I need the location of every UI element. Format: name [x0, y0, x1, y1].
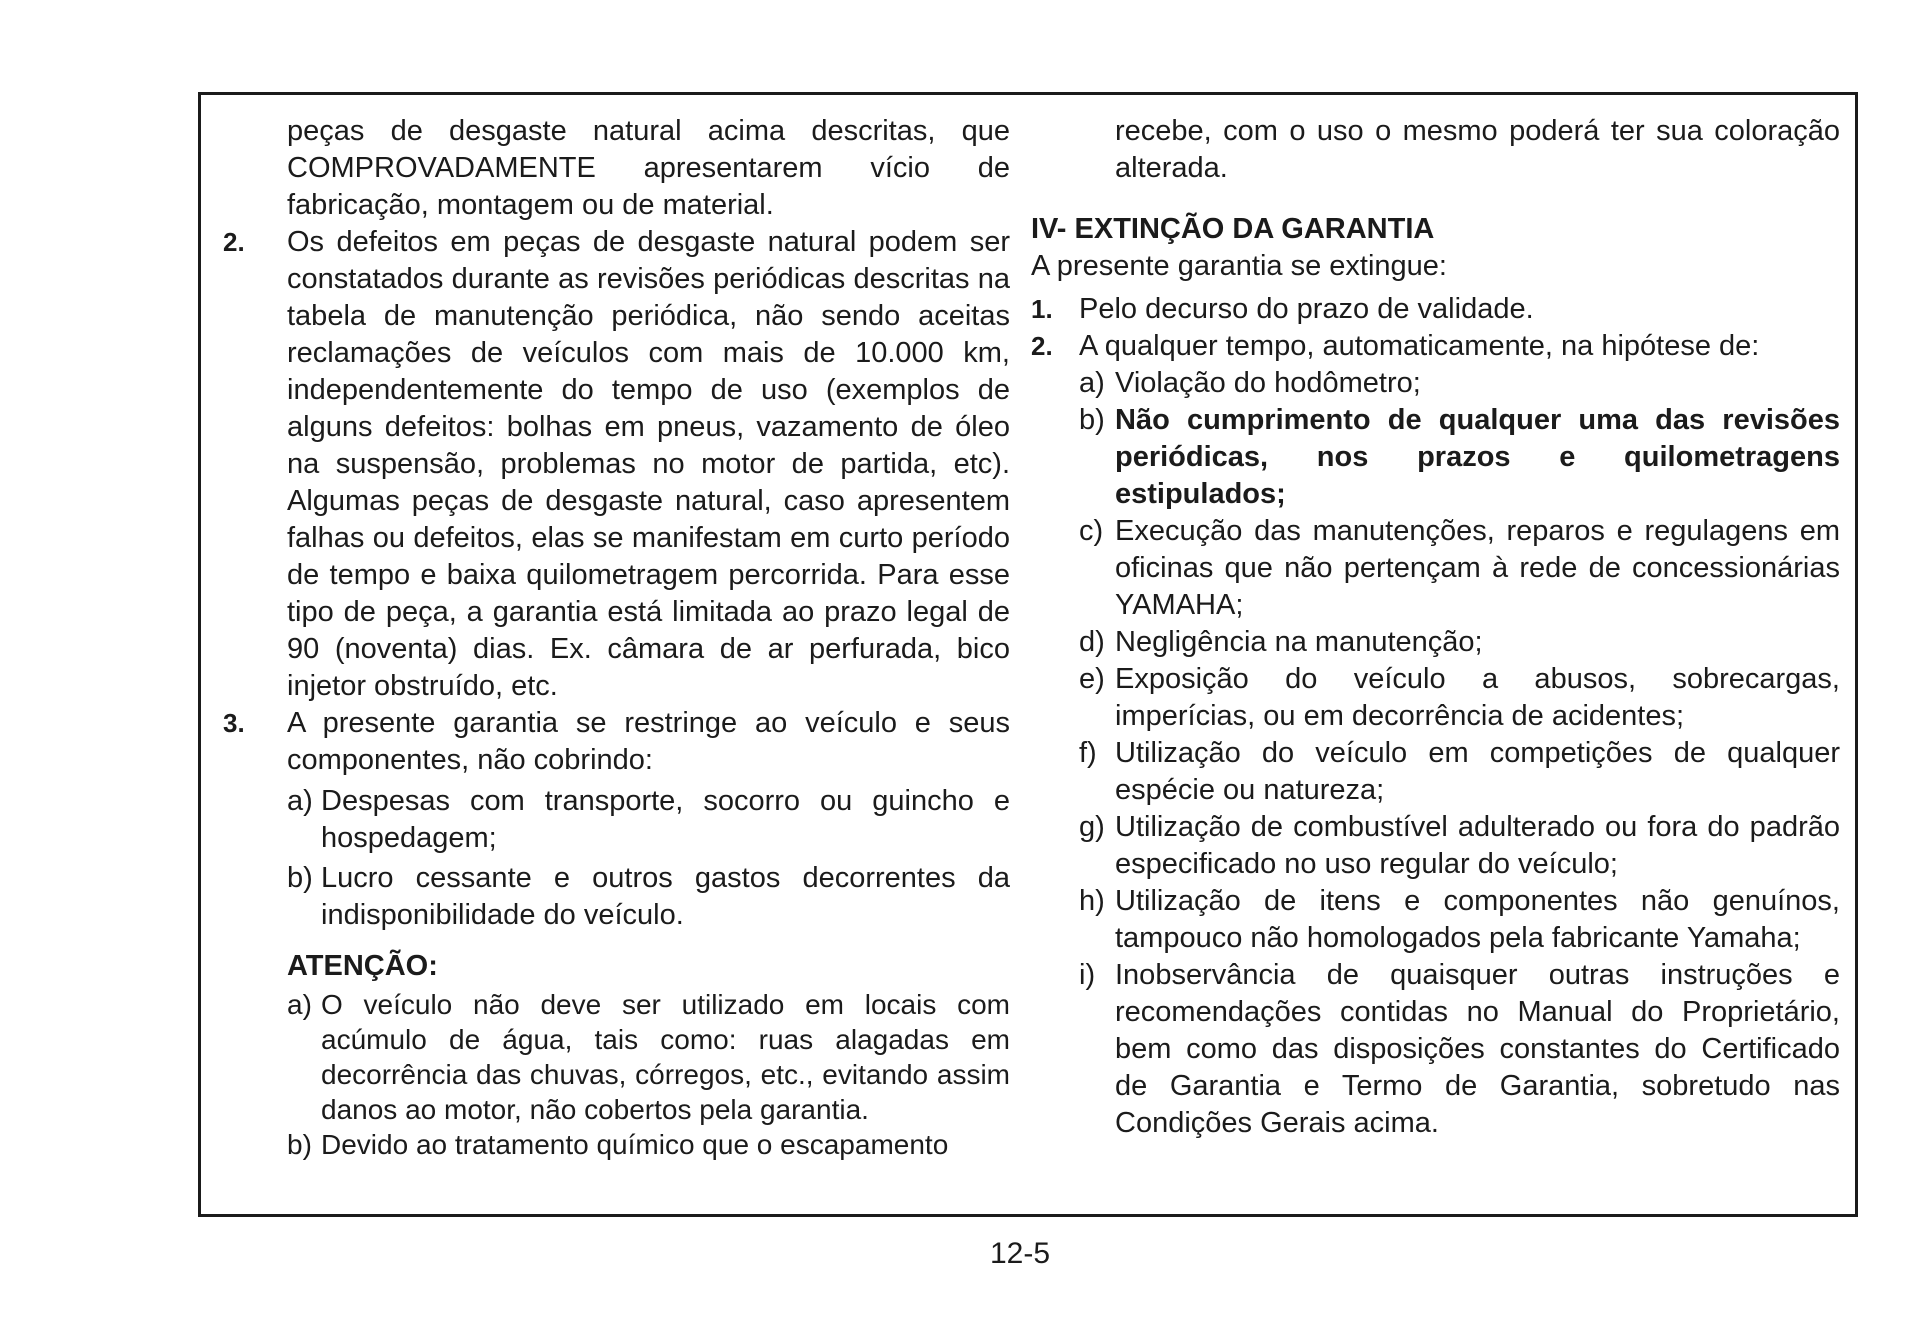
- item-letter: a): [287, 785, 313, 817]
- right-column: [1031, 113, 1840, 1142]
- item-letter: b): [287, 1129, 312, 1160]
- attention-item: [223, 987, 1010, 1127]
- item-text: Exposição do veículo a abusos, sobrecargas, imperícias, ou em decorrência de acidentes;: [1115, 663, 1840, 732]
- item-text: Negligência na manutenção;: [1115, 626, 1483, 658]
- item-number: 3.: [223, 708, 245, 738]
- left-column: [223, 113, 1010, 1162]
- item-letter: f): [1079, 737, 1097, 769]
- item-text: Os defeitos em peças de desgaste natural podem ser constatados durante as revisões periódicas descritas na tabela de manutenção periódica, não sendo aceitas reclamações de veículos com mais de 10.000 km, independentemente do tempo de uso (exemplos de alguns defeitos: bolhas em pneus, vazamento de óleo na suspensão, problemas no motor de partida, etc). Algumas peças de desgaste natural, caso apresentem falhas ou defeitos, elas se manifestam em curto período de tempo e baixa quilometragem percorrida. Para esse tipo de peça, a garantia está limitada ao prazo legal de 90 (noventa) dias. Ex. câmara de ar perfurada, bico injetor obstruído, etc.: [287, 226, 1010, 702]
- item-letter: h): [1079, 885, 1105, 917]
- sub-list-item: [1031, 661, 1840, 735]
- item-letter: c): [1079, 515, 1104, 547]
- attention-item: [223, 1127, 1010, 1162]
- continuation-paragraph: recebe, com o uso o mesmo poderá ter sua coloração alterada.: [1115, 115, 1840, 184]
- item-text: Inobservância de quaisquer outras instruções e recomendações contidas no Manual do Proprietário, bem como das disposições constantes do Certificado de Garantia e Termo de Garantia, sobretudo nas Condições Gerais acima.: [1115, 959, 1840, 1139]
- item-letter: e): [1079, 663, 1105, 695]
- item-letter: b): [1079, 404, 1105, 436]
- item-letter: i): [1079, 959, 1096, 991]
- item-number: 2.: [223, 227, 245, 257]
- sub-list-item: [223, 783, 1010, 857]
- list-item: [1031, 291, 1840, 328]
- item-number: 2.: [1031, 331, 1053, 361]
- item-letter: a): [287, 989, 312, 1020]
- sub-list-item: [1031, 624, 1840, 661]
- sub-list-item: [1031, 513, 1840, 624]
- item-number: 1.: [1031, 294, 1053, 324]
- item-letter: d): [1079, 626, 1105, 658]
- item-text: Pelo decurso do prazo de validade.: [1079, 293, 1534, 325]
- list-item: [1031, 328, 1840, 365]
- item-letter: g): [1079, 811, 1105, 843]
- section-title: IV- EXTINÇÃO DA GARANTIA: [1031, 213, 1435, 245]
- sub-list-item: [1031, 883, 1840, 957]
- item-letter: b): [287, 862, 313, 894]
- sub-list-item: [1031, 957, 1840, 1142]
- item-text: A qualquer tempo, automaticamente, na hipótese de:: [1079, 330, 1760, 362]
- sub-list-item: [1031, 809, 1840, 883]
- item-text: Utilização de itens e componentes não genuínos, tampouco não homologados pela fabricante Yamaha;: [1115, 885, 1840, 954]
- list-item: [223, 705, 1010, 779]
- item-letter: a): [1079, 367, 1105, 399]
- list-item: [223, 224, 1010, 705]
- section-intro: A presente garantia se extingue:: [1031, 250, 1447, 282]
- item-text: A presente garantia se restringe ao veículo e seus componentes, não cobrindo:: [287, 707, 1010, 776]
- item-text: Lucro cessante e outros gastos decorrentes da indisponibilidade do veículo.: [321, 862, 1010, 931]
- item-text: O veículo não deve ser utilizado em locais com acúmulo de água, tais como: ruas alagadas em decorrência das chuvas, córregos, etc., evitando assim danos ao motor, não cobertos pela garantia.: [321, 989, 1010, 1125]
- item-text: Execução das manutenções, reparos e regulagens em oficinas que não pertençam à rede de concessionárias YAMAHA;: [1115, 515, 1840, 621]
- item-text: Despesas com transporte, socorro ou guincho e hospedagem;: [321, 785, 1010, 854]
- sub-list-item: [1031, 735, 1840, 809]
- item-text: Utilização de combustível adulterado ou fora do padrão especificado no uso regular do veículo;: [1115, 811, 1840, 880]
- item-text: Devido ao tratamento químico que o escapamento: [321, 1129, 949, 1160]
- item-text: Não cumprimento de qualquer uma das revisões periódicas, nos prazos e quilometragens estipulados;: [1115, 404, 1840, 510]
- content-frame: [198, 92, 1858, 1217]
- item-text: Utilização do veículo em competições de qualquer espécie ou natureza;: [1115, 737, 1840, 806]
- page-number: 12-5: [989, 1237, 1051, 1270]
- sub-list-item: [223, 860, 1010, 934]
- sub-list-item: [1031, 365, 1840, 402]
- intro-paragraph: peças de desgaste natural acima descritas, que COMPROVADAMENTE apresentarem vício de fabricação, montagem ou de material.: [287, 115, 1010, 221]
- item-text: Violação do hodômetro;: [1115, 367, 1421, 399]
- sub-list-item: [1031, 402, 1840, 513]
- attention-title: ATENÇÃO:: [287, 950, 438, 982]
